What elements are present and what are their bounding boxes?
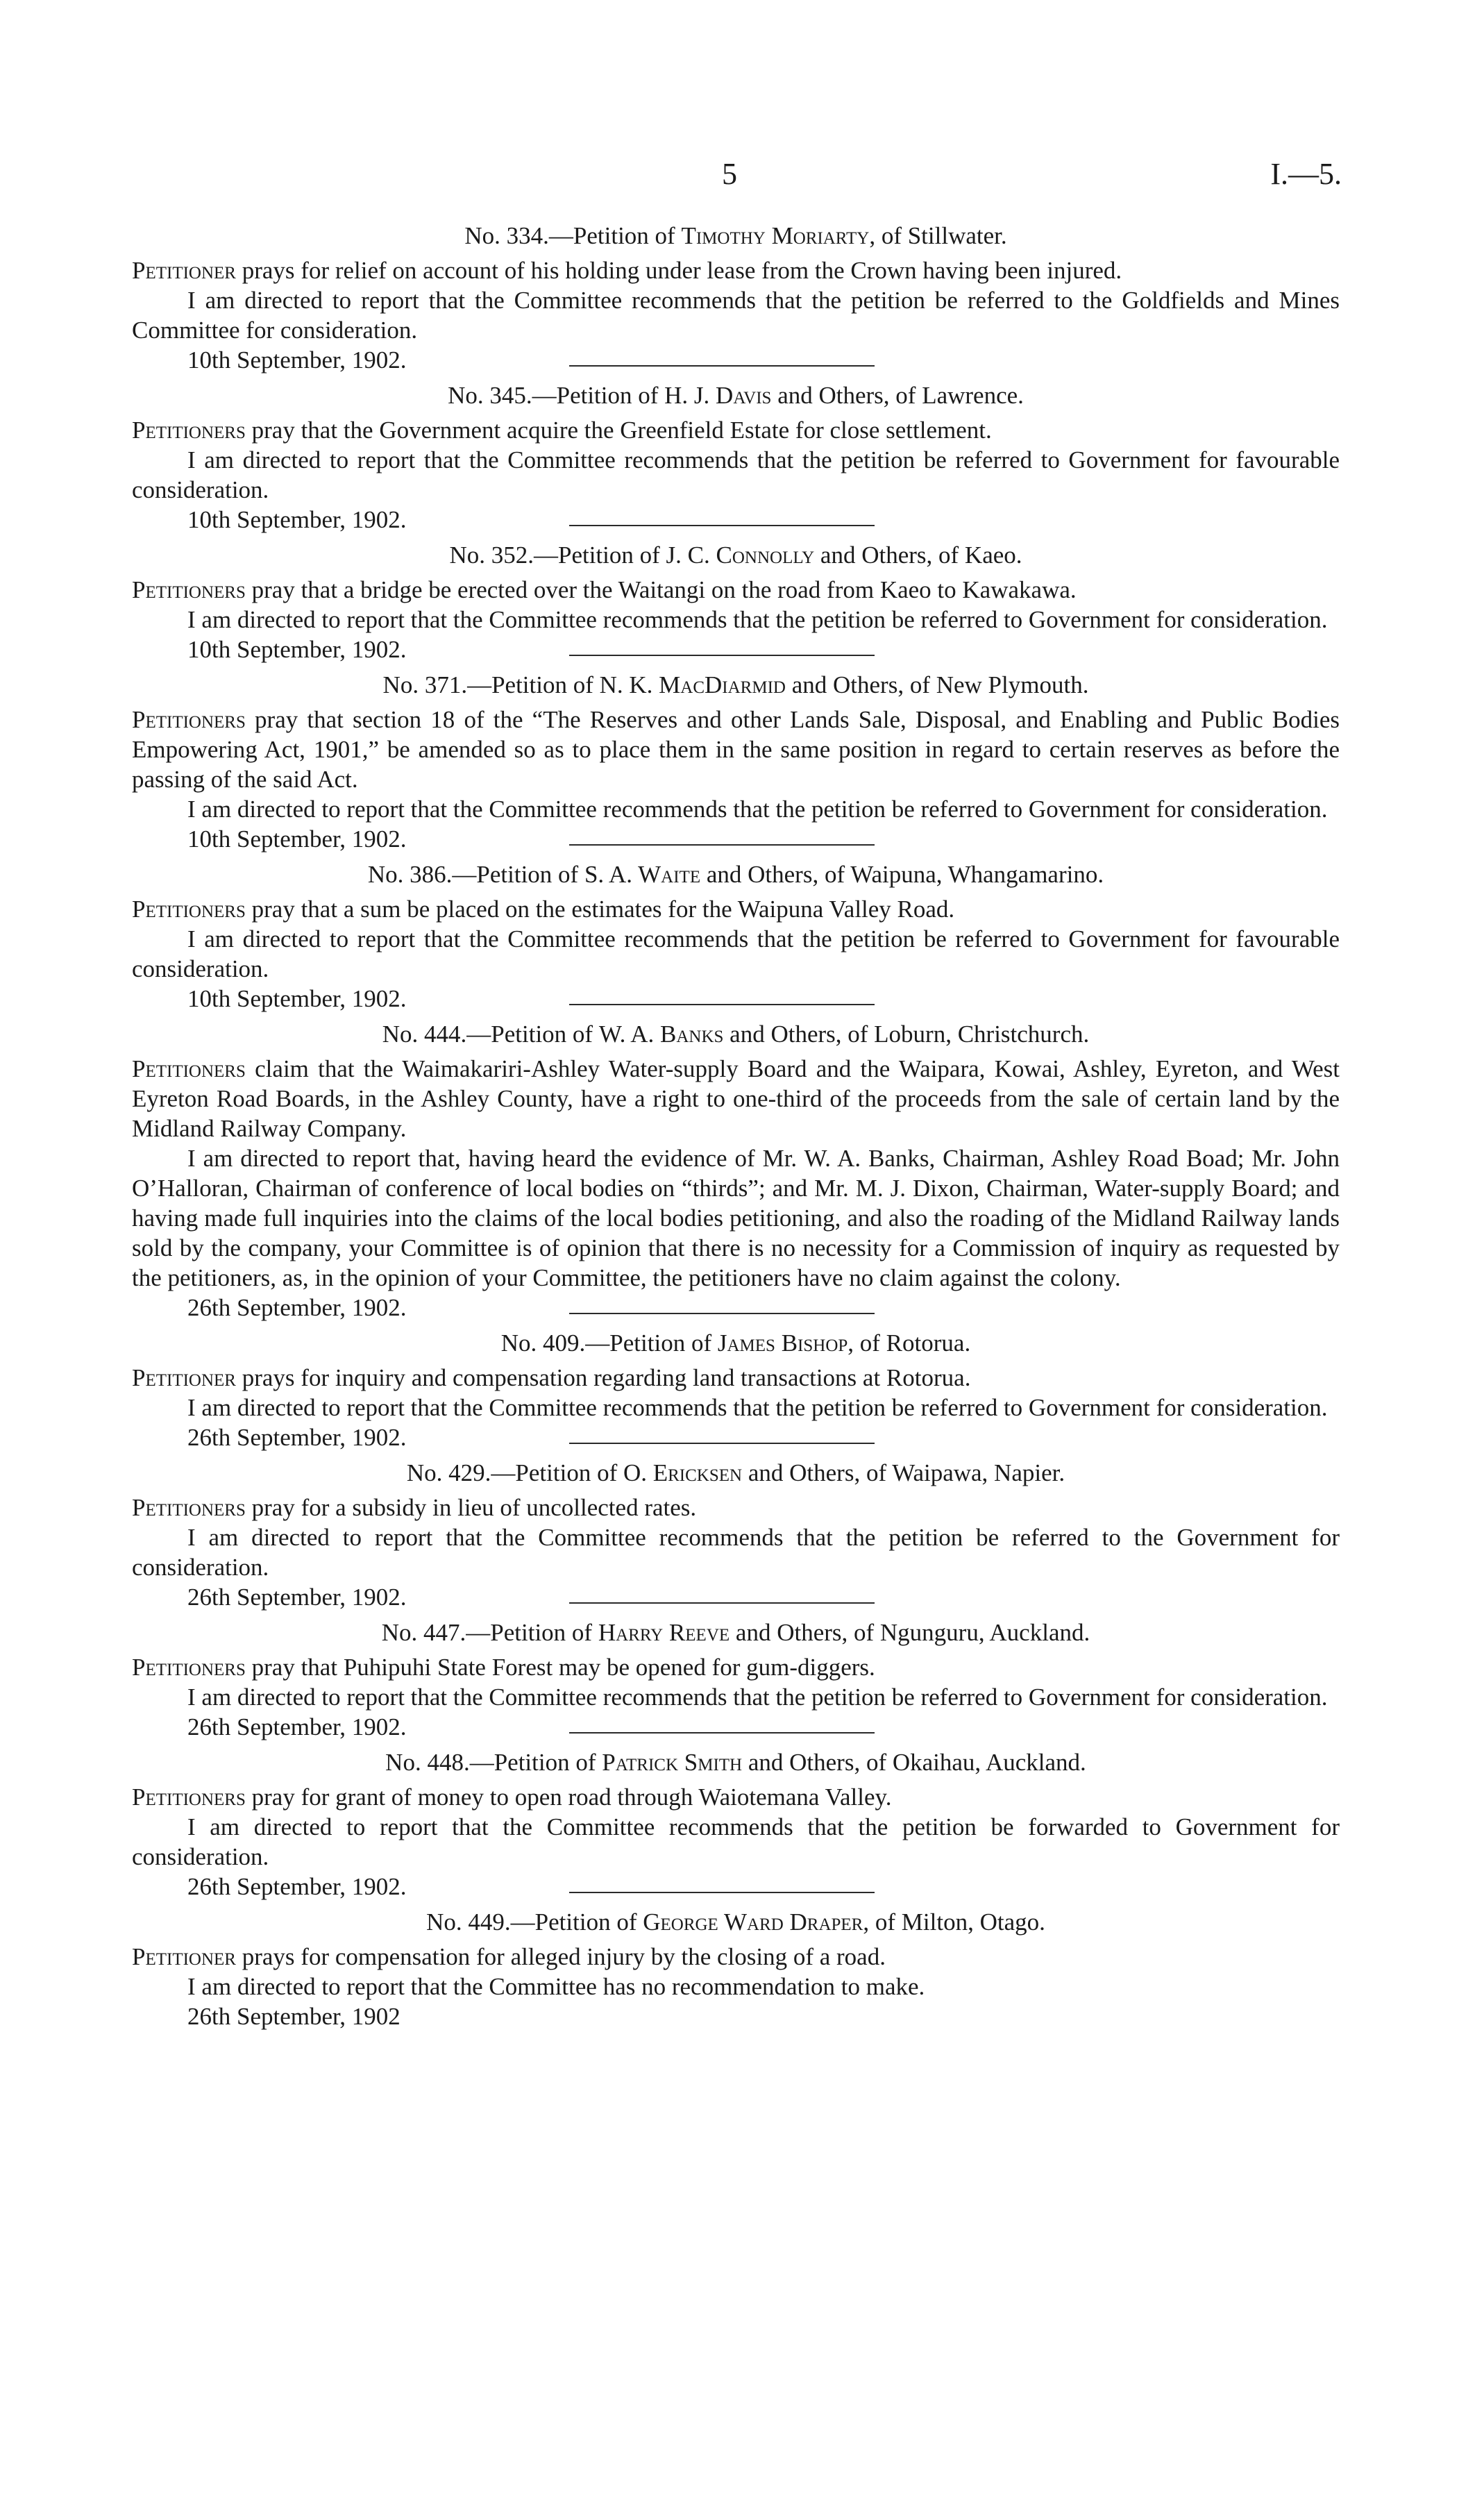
petitioner-name: Harry Reeve [598, 1619, 730, 1646]
separator-rule [569, 1313, 875, 1314]
petition-title: No. 386.—Petition of S. A. Waite and Others, of Waipuna, Whangamarino. [367, 861, 1104, 888]
petitioner-name: N. K. MacDiarmid [599, 671, 786, 698]
document-reference: I.—5. [1270, 157, 1342, 191]
petition-prayer: Petitioners claim that the Waimakariri-Ashley Water-supply Board and the Waipara, Kowai, Ashley, Eyreton, and West Eyreton Road Boards, in the Ashley County, have a right to one-third of the proceeds from the sale of certain land by the Midland Railway Company. [132, 1055, 1340, 1142]
petition-prayer: Petitioner prays for relief on account of his holding under lease from the Crown having been injured. [132, 257, 1122, 284]
petitioner-name: James Bishop [717, 1329, 848, 1357]
petition-date: 26th September, 1902. [187, 1873, 407, 1900]
petition-title: No. 334.—Petition of Timothy Moriarty, of Stillwater. [464, 222, 1007, 249]
petition-date: 26th September, 1902. [187, 1294, 407, 1321]
separator-rule [569, 365, 875, 367]
separator-rule [569, 1004, 875, 1005]
petition-date: 10th September, 1902. [187, 985, 407, 1012]
petitioner-name: George Ward Draper [643, 1908, 863, 1936]
separator-rule [569, 844, 875, 846]
petition-title: No. 449.—Petition of George Ward Draper, of Milton, Otago. [426, 1908, 1045, 1936]
petition-entry [132, 1618, 1340, 1740]
petitioner-name: Patrick Smith [602, 1749, 743, 1776]
committee-report: I am directed to report that the Committee has no recommendation to make. [187, 1973, 925, 2000]
petition-entry [132, 1019, 1340, 1321]
separator-rule [569, 1443, 875, 1444]
separator-rule [569, 1602, 875, 1604]
committee-report: I am directed to report that the Committee recommends that the petition be referred to Government for consideration. [187, 606, 1328, 633]
petition-title: No. 447.—Petition of Harry Reeve and Others, of Ngunguru, Auckland. [381, 1619, 1090, 1646]
petition-prayer: Petitioners pray that a sum be placed on the estimates for the Waipuna Valley Road. [132, 896, 955, 923]
petition-entry [132, 540, 1340, 663]
petition-entry [132, 670, 1340, 853]
committee-report: I am directed to report that the Committee recommends that the petition be forwarded to Government for consideration. [132, 1813, 1340, 1870]
petitioner-name: S. A. Waite [584, 861, 701, 888]
petition-entry [132, 859, 1340, 1012]
petition-entry [132, 1747, 1340, 1900]
petition-title: No. 352.—Petition of J. C. Connolly and Others, of Kaeo. [449, 542, 1022, 569]
petitions-list [132, 221, 1340, 2031]
petition-prayer: Petitioner prays for inquiry and compensation regarding land transactions at Rotorua. [132, 1364, 971, 1391]
separator-rule [569, 525, 875, 526]
page-number: 5 [722, 157, 737, 191]
petition-date: 26th September, 1902 [187, 2003, 400, 2030]
committee-report: I am directed to report that the Committee recommends that the petition be referred to Government for consideration. [187, 1684, 1328, 1711]
committee-report: I am directed to report that the Committee recommends that the petition be referred to the Goldfields and Mines Committee for consideration. [132, 287, 1340, 344]
petition-date: 26th September, 1902. [187, 1424, 407, 1451]
petition-entry [132, 1458, 1340, 1611]
petition-prayer: Petitioner prays for compensation for alleged injury by the closing of a road. [132, 1943, 886, 1970]
petition-title: No. 345.—Petition of H. J. Davis and Others, of Lawrence. [448, 382, 1024, 409]
separator-rule [569, 1892, 875, 1893]
petition-prayer: Petitioners pray that the Government acquire the Greenfield Estate for close settlement. [132, 417, 992, 444]
page-header [0, 156, 1484, 198]
petitioner-name: Timothy Moriarty [681, 222, 870, 249]
committee-report: I am directed to report that the Committee recommends that the petition be referred to Government for favourable consideration. [132, 925, 1340, 982]
petition-prayer: Petitioners pray that Puhipuhi State Forest may be opened for gum-diggers. [132, 1654, 875, 1681]
petition-title: No. 448.—Petition of Patrick Smith and Others, of Okaihau, Auckland. [385, 1749, 1086, 1776]
petitioner-name: H. J. Davis [664, 382, 772, 409]
committee-report: I am directed to report that the Committee recommends that the petition be referred to Government for favourable consideration. [132, 446, 1340, 503]
committee-report: I am directed to report that the Committee recommends that the petition be referred to the Government for consideration. [132, 1524, 1340, 1581]
committee-report: I am directed to report that the Committee recommends that the petition be referred to Government for consideration. [187, 1394, 1328, 1421]
petition-entry [132, 380, 1340, 533]
petition-date: 10th September, 1902. [187, 346, 407, 373]
committee-report: I am directed to report that the Committee recommends that the petition be referred to Government for consideration. [187, 796, 1328, 823]
separator-rule [569, 655, 875, 656]
separator-rule [569, 1732, 875, 1734]
petition-entry [132, 1907, 1340, 2031]
petition-date: 26th September, 1902. [187, 1584, 407, 1611]
petition-date: 10th September, 1902. [187, 636, 407, 663]
petition-prayer: Petitioners pray that a bridge be erected over the Waitangi on the road from Kaeo to Kawakawa. [132, 576, 1077, 603]
petitioner-name: W. A. Banks [598, 1021, 724, 1048]
petition-prayer: Petitioners pray for a subsidy in lieu of uncollected rates. [132, 1494, 697, 1521]
petition-date: 10th September, 1902. [187, 825, 407, 853]
petitioner-name: O. Ericksen [623, 1459, 743, 1486]
petition-title: No. 444.—Petition of W. A. Banks and Others, of Loburn, Christchurch. [382, 1021, 1090, 1048]
petition-entry [132, 221, 1340, 373]
petitioner-name: J. C. Connolly [666, 542, 815, 569]
committee-report: I am directed to report that, having heard the evidence of Mr. W. A. Banks, Chairman, Ashley Road Boad; Mr. John O’Halloran, Chairman of conference of local bodies on “thirds”; and Mr. M. J. Dixon, Chairman, Water-supply Board; and having made full inquiries into the claims of the local bodies petitioning, and also the roading of the Midland Railway lands sold by the company, your Committee is of opinion that there is no necessity for a Commission of inquiry as requested by the petitioners, as, in the opinion of your Committee, the petitioners have no claim against the colony. [132, 1145, 1340, 1291]
petition-entry [132, 1328, 1340, 1451]
petition-prayer: Petitioners pray that section 18 of the “The Reserves and other Lands Sale, Disposal, and Enabling and Public Bodies Empowering Act, 1901,” be amended so as to place them in the same position in regard to certain reserves as before the passing of the said Act. [132, 706, 1340, 793]
petition-prayer: Petitioners pray for grant of money to open road through Waiotemana Valley. [132, 1783, 892, 1811]
petition-date: 26th September, 1902. [187, 1713, 407, 1740]
petition-title: No. 371.—Petition of N. K. MacDiarmid and Others, of New Plymouth. [382, 671, 1089, 698]
petition-title: No. 409.—Petition of James Bishop, of Rotorua. [500, 1329, 971, 1357]
petition-title: No. 429.—Petition of O. Ericksen and Others, of Waipawa, Napier. [406, 1459, 1065, 1486]
petition-date: 10th September, 1902. [187, 506, 407, 533]
